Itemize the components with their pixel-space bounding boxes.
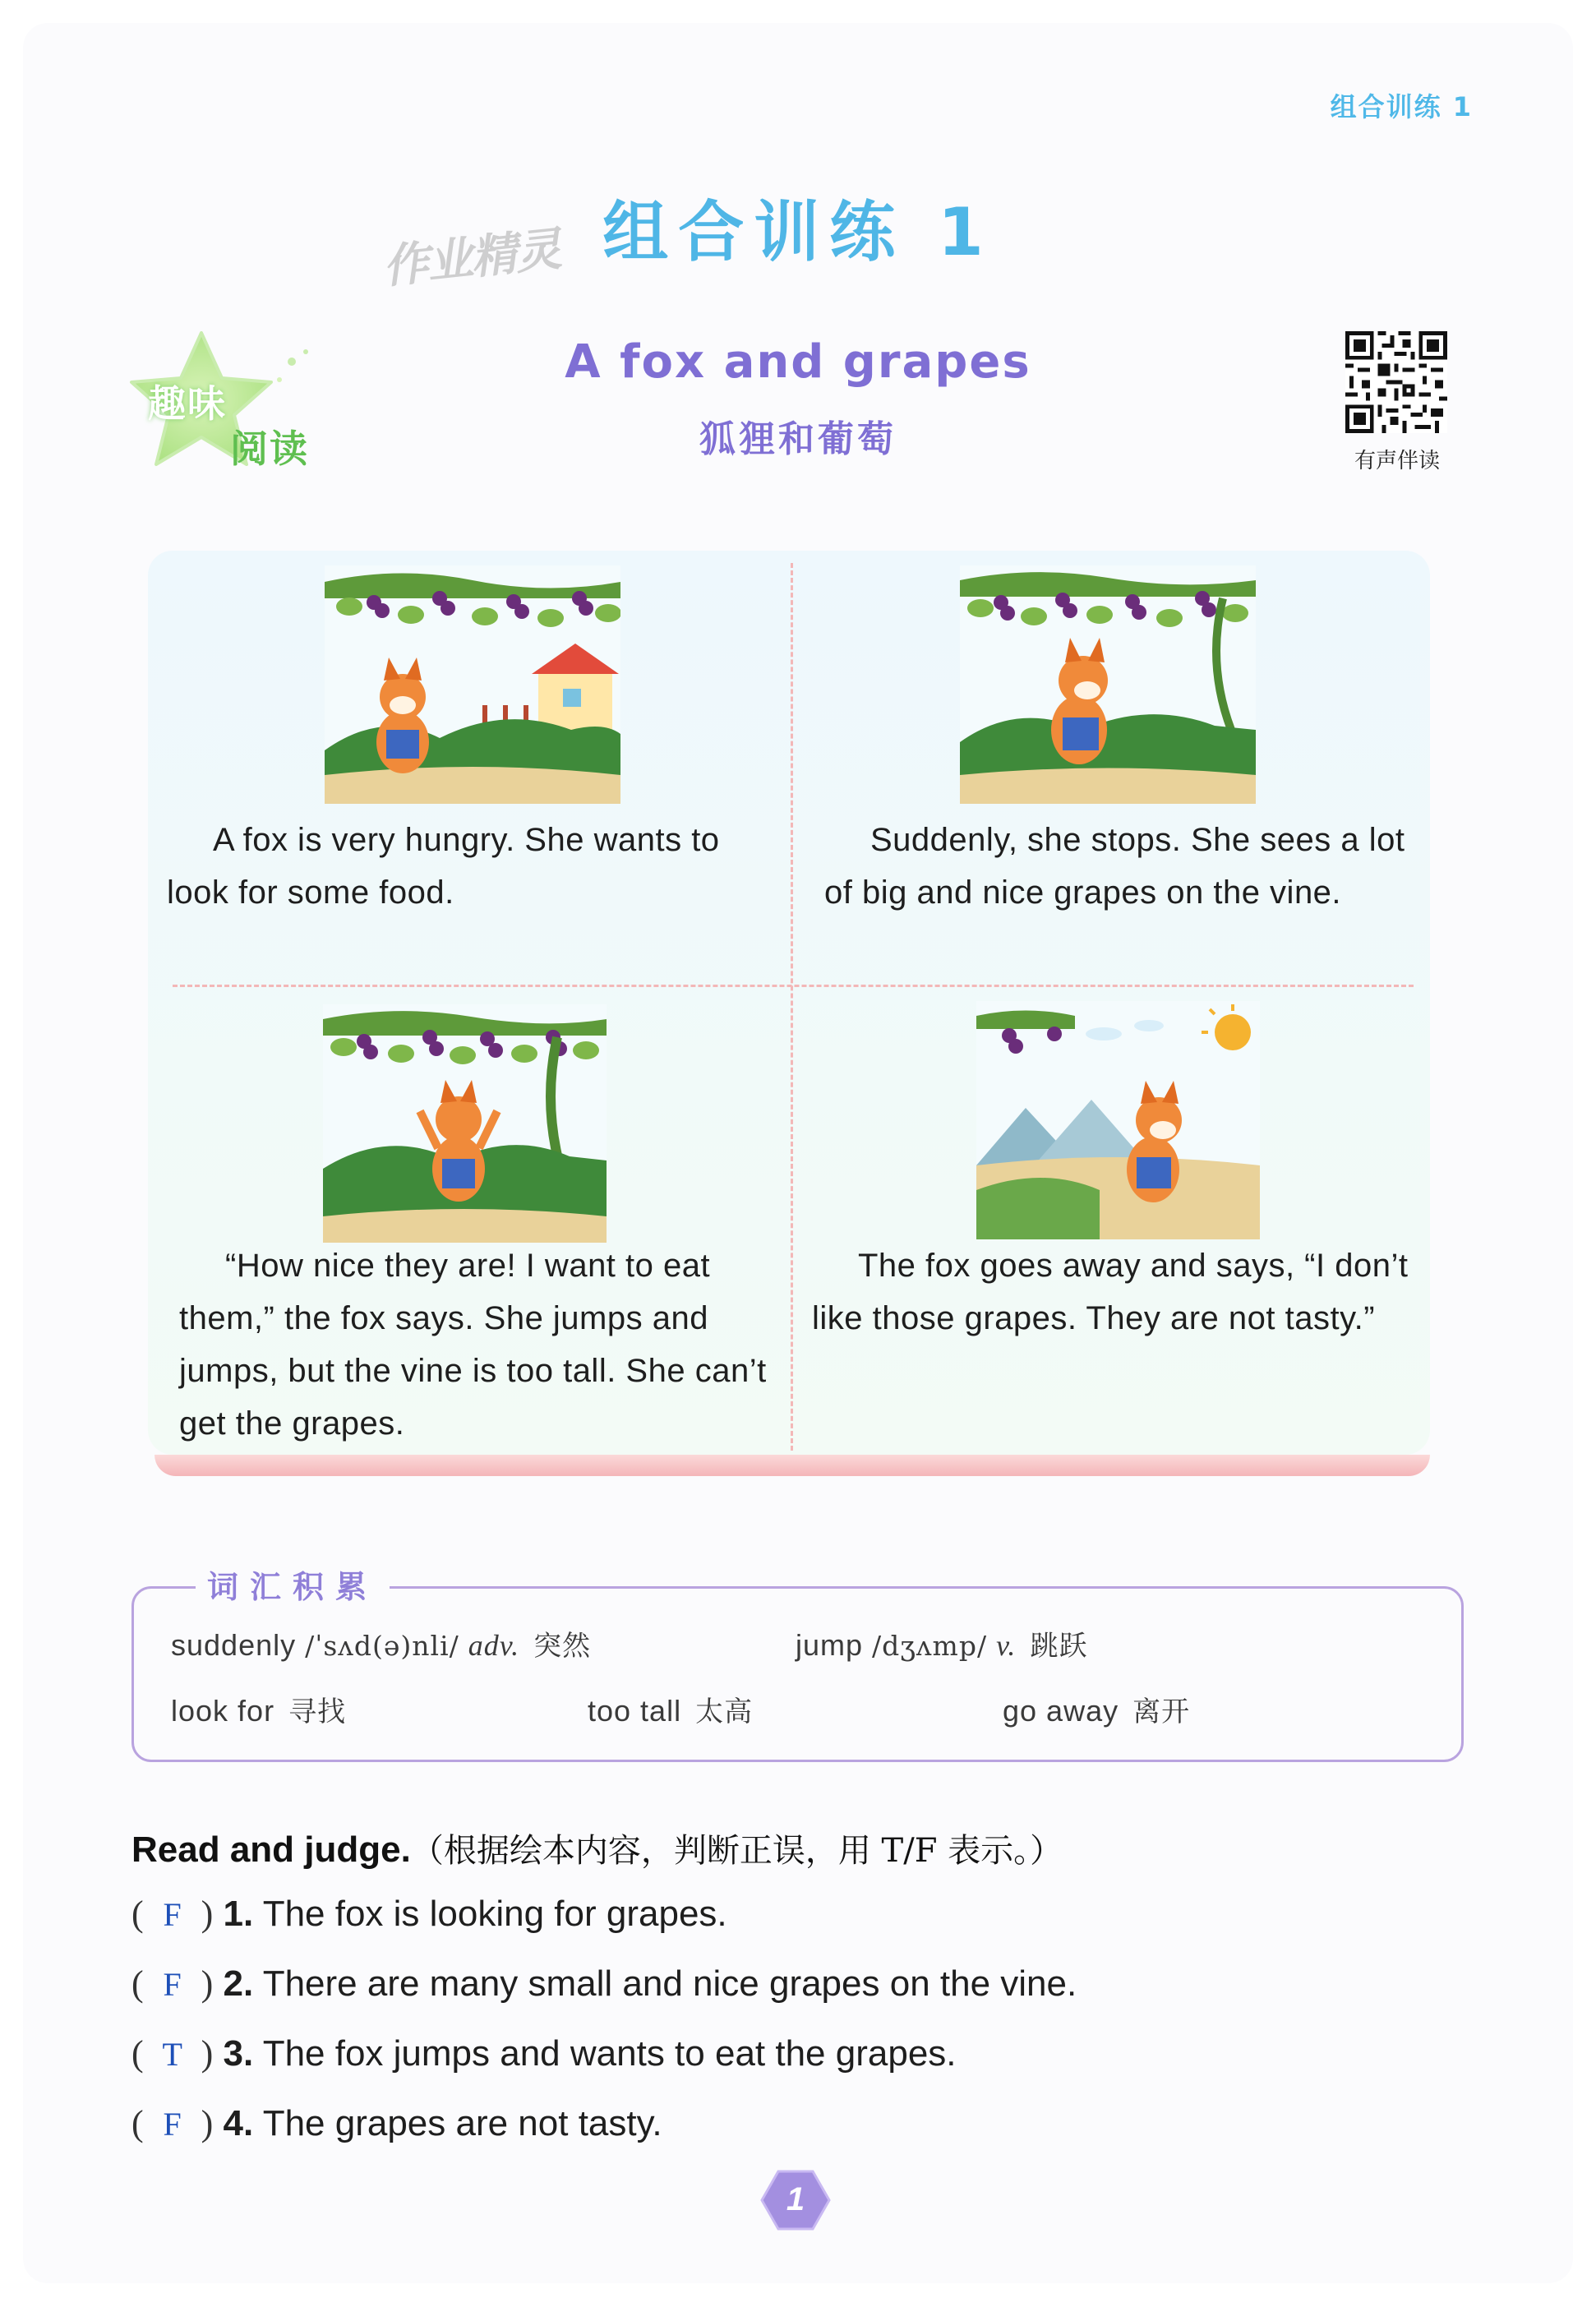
answer-field[interactable]: F [163,1966,182,2003]
story-paragraph: “How nice they are! I want to eat them,” the fox says. She jumps and jumps, but the vine is too tall. She can’t get the grapes. [179,1248,767,1442]
story-paragraph: A fox is very hungry. She wants to look for some food. [167,822,720,911]
question-row: ( F ) 4. The grapes are not tasty. [131,2103,662,2143]
vocab-item [171,1689,346,1729]
vocab-phonetic: /dʒʌmp/ [872,1630,988,1662]
question-number: 4. [223,2103,254,2143]
question-text: There are many small and nice grapes on the vine. [262,1963,1077,2004]
exercise-instruction: （根据绘本内容，判断正误，用 T/F 表示。） [410,1832,1063,1870]
qr-code-icon[interactable] [1345,331,1447,433]
vocab-heading: 词汇积累 [196,1562,390,1607]
qr-label: 有声伴读 [1354,449,1440,473]
question-number: 1. [223,1894,254,1934]
badge-label-line2: 阅读 [230,427,309,471]
question-text: The fox jumps and wants to eat the grapes. [262,2033,957,2074]
exercise-heading: Read and judge. [131,1829,411,1870]
vocab-word: jump [796,1628,864,1662]
fox-going-away-illustration [976,1001,1260,1239]
vocab-pos: v. [996,1629,1017,1662]
vocab-word: go away [1003,1694,1119,1728]
question-number: 2. [223,1963,254,2004]
question-text: The grapes are not tasty. [262,2103,662,2143]
question-row: ( F ) 2. There are many small and nice grapes on the vine. [131,1963,1077,2004]
vocab-phonetic: /ˈsʌd(ə)nli/ [305,1630,459,1662]
page-title: 组合训练 1 [602,194,994,270]
fox-walking-illustration [325,565,620,804]
vocab-item [588,1689,753,1729]
answer-field[interactable]: F [163,2106,182,2143]
question-row: ( F ) 1. The fox is looking for grapes. [131,1894,727,1934]
vocab-pos: adv. [468,1629,520,1662]
badge-label-line1: 趣味 [148,381,227,426]
story-panel-border [155,1455,1430,1476]
vocab-word: suddenly [171,1628,297,1662]
panel-divider-horizontal [173,985,1414,987]
vocab-meaning: 突然 [533,1630,592,1663]
story-title-en: A fox and grapes [565,335,1031,389]
vocab-word: too tall [588,1694,682,1728]
story-title-zh: 狐狸和葡萄 [699,418,897,460]
question-text: The fox is looking for grapes. [262,1894,727,1934]
vocab-item [796,1623,1087,1663]
answer-field[interactable]: T [162,2036,182,2073]
panel-divider-vertical [791,563,793,1451]
answer-field[interactable]: F [163,1896,182,1933]
story-paragraph: The fox goes away and says, “I don’t like those grapes. They are not tasty.” [812,1248,1409,1336]
question-number: 3. [223,2033,254,2074]
section-tag: 组合训练 1 [1330,91,1473,122]
page-number: 1 [786,2181,805,2217]
vocab-word: look for [171,1694,275,1728]
question-row: ( T ) 3. The fox jumps and wants to eat the grapes. [131,2033,957,2074]
fox-jumping-illustration [323,1004,607,1243]
story-paragraph: Suddenly, she stops. She sees a lot of big and nice grapes on the vine. [824,822,1405,911]
vocab-item [171,1623,591,1663]
watermark: 作业精灵 [380,222,563,295]
vocab-meaning: 离开 [1132,1696,1191,1728]
vocab-meaning: 跳跃 [1030,1630,1088,1663]
exercise-title [131,1825,1063,1871]
vocab-item [1003,1689,1190,1729]
fox-sees-grapes-illustration [960,565,1256,804]
vocab-box [131,1586,1464,1762]
vocab-meaning: 寻找 [288,1696,347,1728]
vocab-meaning: 太高 [695,1696,754,1728]
